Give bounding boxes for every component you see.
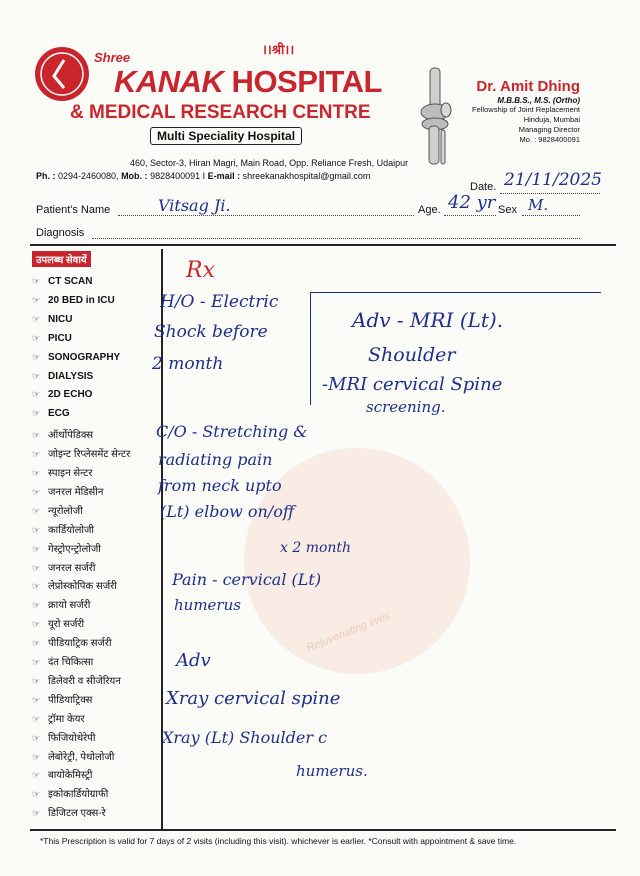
pointing-hand-icon: ☞ [32, 430, 41, 441]
pointing-hand-icon: ☞ [32, 313, 41, 324]
patient-name-line [118, 215, 414, 216]
service-label: स्पाइन सेन्टर [48, 468, 93, 479]
pointing-hand-icon: ☞ [32, 408, 41, 419]
pointing-hand-icon: ☞ [32, 468, 41, 478]
service-item [32, 805, 106, 819]
speciality-badge: Multi Speciality Hospital [150, 127, 302, 145]
age-line [444, 215, 496, 216]
service-label: पीडियाट्रिक्स [48, 694, 93, 706]
service-item [32, 616, 84, 630]
service-item [32, 597, 90, 611]
pointing-hand-icon: ☞ [32, 694, 41, 705]
doctor-role: Managing Director [518, 125, 580, 134]
service-item [32, 484, 103, 498]
doctor-qualification: M.B.B.S., M.S. (Ortho) [497, 96, 580, 105]
service-item [32, 503, 83, 517]
sex-value: M. [528, 196, 549, 214]
age-value: 42 yr [448, 192, 496, 213]
pointing-hand-icon: ☞ [32, 675, 41, 686]
note-complaint-3: from neck upto [158, 476, 282, 495]
pointing-hand-icon: ☞ [32, 619, 41, 630]
note-screening: screening. [366, 398, 446, 416]
service-label: क्रायो सर्जरी [48, 600, 91, 612]
service-item [32, 522, 94, 536]
service-item [32, 711, 85, 725]
service-item [32, 352, 120, 363]
note-advice-mri: Adv - MRI (Lt). [352, 308, 504, 332]
date-line [500, 193, 600, 194]
service-label: यूरो सर्जरी [48, 619, 85, 631]
service-item [32, 314, 72, 325]
pointing-hand-icon: ☞ [32, 351, 41, 362]
service-label: डिजिटल एक्स-रे [48, 808, 106, 820]
service-label: ECG [48, 408, 70, 420]
validity-footer: *This Prescription is valid for 7 days of 2 visits (including this visit). whichever is earlier. *Consult with appointment & save time. [40, 836, 517, 846]
doctor-mobile: Mo. : 9828400091 [519, 135, 580, 144]
note-history-2: Shock before [154, 322, 268, 342]
pointing-hand-icon: ☞ [32, 505, 41, 516]
service-label: कार्डियोलोजी [48, 524, 94, 536]
service-item [32, 560, 95, 574]
service-item [32, 427, 93, 441]
footer-divider [30, 829, 616, 831]
pointing-hand-icon: ☞ [32, 562, 41, 573]
service-label: DIALYSIS [48, 370, 94, 382]
note-history-3: 2 month [152, 354, 224, 374]
service-item [32, 730, 95, 744]
pointing-hand-icon: ☞ [32, 294, 41, 305]
service-label: CT SCAN [48, 276, 93, 287]
pointing-hand-icon: ☞ [32, 789, 41, 800]
service-label: 20 BED in ICU [48, 294, 115, 306]
rx-symbol: Rx [186, 258, 215, 283]
knee-joint-icon [416, 66, 456, 166]
hospital-name: KANAK HOSPITAL [114, 64, 382, 99]
service-label: जनरल मेडिसीन [48, 486, 104, 498]
note-pain: Pain - cervical (Lt) [172, 570, 322, 589]
hospital-logo-icon [34, 46, 90, 102]
service-label: न्यूरोलोजी [48, 505, 83, 517]
patient-name-value: Vitsag Ji. [158, 196, 231, 215]
pointing-hand-icon: ☞ [32, 543, 41, 554]
date-label: Date. [470, 181, 497, 193]
doctor-name: Dr. Amit Dhing [476, 78, 580, 95]
pointing-hand-icon: ☞ [32, 524, 41, 535]
doctor-info [458, 78, 580, 145]
note-xray-humerus: humerus. [296, 762, 368, 780]
diagnosis-line [92, 238, 580, 239]
service-item [32, 578, 117, 592]
service-item [32, 654, 93, 668]
hospital-address: 460, Sector-3, Hiran Magri, Main Road, Opp. Reliance Fresh, Udaipur [130, 158, 409, 168]
pointing-hand-icon: ☞ [32, 600, 41, 611]
service-label: लेप्रोस्कोपिक सर्जरी [48, 581, 117, 593]
service-label: ऑर्थोपेडिक्स [48, 430, 93, 442]
centre-name: & MEDICAL RESEARCH CENTRE [70, 102, 371, 123]
note-complaint-2: radiating pain [158, 450, 273, 469]
pointing-hand-icon: ☞ [32, 581, 41, 592]
patient-name-label: Patient's Name [36, 204, 111, 216]
pointing-hand-icon: ☞ [32, 370, 41, 381]
age-label: Age. [418, 204, 441, 216]
service-label: दंत चिकित्सा [48, 657, 94, 668]
pointing-hand-icon: ☞ [32, 751, 41, 762]
note-complaint-4: (Lt) elbow on/off [160, 502, 295, 521]
note-history-1: H/O - Electric [160, 292, 279, 312]
service-label: लेबोरेट्री, पेथोलोजी [48, 751, 115, 763]
service-label: इकोकार्डियोग्राफी [48, 789, 109, 801]
service-item [32, 276, 92, 287]
service-label: जनरल सर्जरी [48, 562, 96, 574]
note-complaint-1: C/O - Stretching & [156, 422, 308, 441]
sex-label: Sex [498, 204, 517, 216]
note-advice: Adv [176, 650, 211, 671]
pointing-hand-icon: ☞ [32, 713, 41, 724]
pointing-hand-icon: ☞ [32, 276, 41, 286]
service-label: डिलेवरी व सीजेरियन [48, 675, 121, 687]
service-label: बायोकेमिस्ट्री [48, 770, 93, 782]
pointing-hand-icon: ☞ [32, 657, 41, 667]
pointing-hand-icon: ☞ [32, 638, 41, 649]
service-item [32, 635, 112, 649]
note-mri-cervical: -MRI cervical Spine [322, 374, 503, 395]
service-item [32, 371, 93, 382]
doctor-fellowship-place: Hinduja, Mumbai [523, 115, 580, 124]
watermark-text: Rejuvenating lives [305, 609, 393, 655]
service-item [32, 295, 115, 306]
services-title: उपलब्ध सेवायें [32, 251, 91, 267]
doctor-fellowship: Fellowship of Joint Replacement [472, 105, 580, 114]
sex-line [522, 215, 580, 216]
service-label: SONOGRAPHY [48, 351, 121, 363]
service-label: गेस्ट्रोएन्ट्रोलोजी [48, 543, 101, 555]
service-label: ट्रॉमा केयर [48, 713, 85, 725]
hospital-contact: Ph. : 0294-2460080, Mob. : 9828400091 I E-mail : shreekanakhospital@gmail.com [36, 171, 371, 181]
service-label: जोइन्ट रिप्लेसमेंट सेन्टर [48, 449, 131, 461]
pointing-hand-icon: ☞ [32, 389, 41, 400]
pointing-hand-icon: ☞ [32, 449, 41, 460]
service-label: फिजियोथेरेपी [48, 732, 96, 744]
header-divider [30, 244, 616, 246]
service-label: पीडियाट्रिक सर्जरी [48, 638, 112, 650]
pointing-hand-icon: ☞ [32, 770, 41, 781]
diagnosis-label: Diagnosis [36, 227, 85, 239]
service-label: NICU [48, 313, 73, 325]
service-item [32, 389, 92, 400]
service-item [32, 408, 70, 419]
pointing-hand-icon: ☞ [32, 332, 41, 343]
service-item [32, 541, 101, 555]
service-item [32, 446, 130, 460]
pointing-hand-icon: ☞ [32, 808, 41, 819]
service-item [32, 767, 92, 781]
note-humerus: humerus [174, 596, 241, 614]
service-item [32, 673, 121, 687]
note-xray-shoulder: Xray (Lt) Shoulder c [162, 728, 328, 747]
service-label: 2D ECHO [48, 389, 93, 401]
date-value: 21/11/2025 [504, 170, 602, 190]
note-complaint-5: x 2 month [280, 540, 352, 556]
service-item [32, 692, 92, 706]
note-shoulder: Shoulder [368, 344, 456, 366]
service-item [32, 465, 92, 479]
service-item [32, 786, 108, 800]
service-item [32, 749, 114, 763]
pointing-hand-icon: ☞ [32, 486, 41, 497]
shree-label: Shree [94, 50, 131, 65]
service-item [32, 333, 72, 344]
note-xray-cervical: Xray cervical spine [166, 688, 341, 709]
service-label: PICU [48, 332, 72, 344]
pointing-hand-icon: ☞ [32, 732, 41, 743]
shri-mark: ।।श्री।। [262, 42, 295, 57]
